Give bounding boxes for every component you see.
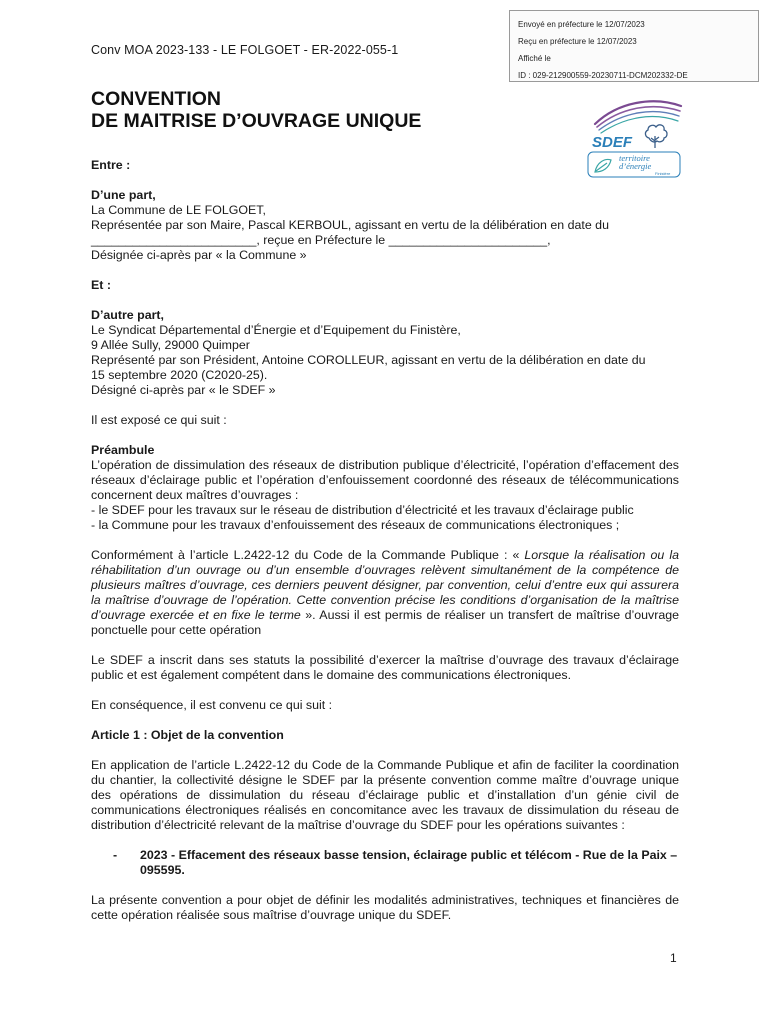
logo-tagline-1: territoire <box>619 153 650 163</box>
conformement-start: Conformément à l’article L.2422-12 du Code de la Commande Publique : « <box>91 548 525 562</box>
stamp-id: ID : 029-212900559-20230711-DCM202332-DE <box>518 71 688 80</box>
logo-brand: SDEF <box>592 134 633 151</box>
logo-tagline-3: Finistère <box>655 171 671 176</box>
stamp-sent: Envoyé en préfecture le 12/07/2023 <box>518 20 645 29</box>
part2-heading: D’autre part, <box>91 308 164 322</box>
document-body <box>91 158 679 923</box>
final-paragraph: La présente convention a pour objet de définir les modalités administratives, techniques et financières de cette opération réalisée sous maîtrise d’ouvrage unique du SDEF. <box>91 893 679 922</box>
title-line-1: CONVENTION <box>91 88 222 110</box>
part1-heading: D’une part, <box>91 188 156 202</box>
article1-heading: Article 1 : Objet de la convention <box>91 728 284 742</box>
preambule-text: L’opération de dissimulation des réseaux de distribution publique d’électricité, l’opération d’effacement des réseaux d’éclairage public et l’opération d’enfouissement coordonné des réseaux de télécommunications concernent deux maîtres d’ouvrages : <box>91 458 679 502</box>
preambule-item-sdef: - le SDEF pour les travaux sur le réseau de distribution d’électricité et les travaux d’éclairage public <box>91 503 634 517</box>
part1-received: ________________________, reçue en Préfecture le _______________________, <box>91 233 551 247</box>
statuts-paragraph: Le SDEF a inscrit dans ses statuts la possibilité d’exercer la maîtrise d’ouvrage des travaux d’éclairage public et est également compétent dans le domaine des communications électroniques. <box>91 653 679 682</box>
consequence-line: En conséquence, il est convenu ce qui suit : <box>91 698 333 712</box>
part2-date: 15 septembre 2020 (C2020-25). <box>91 368 268 382</box>
part1-commune: La Commune de LE FOLGOET, <box>91 203 266 217</box>
part2-represented: Représenté par son Président, Antoine COROLLEUR, agissant en vertu de la délibération en date du <box>91 353 646 367</box>
document-title <box>91 88 421 132</box>
operation-text: 2023 - Effacement des réseaux basse tension, éclairage public et télécom - Rue de la Paix – 095595. <box>140 848 678 877</box>
expose-line: Il est exposé ce qui suit : <box>91 413 227 427</box>
preambule-item-commune: - la Commune pour les travaux d’enfouissement des réseaux de communications électroniques ; <box>91 518 620 532</box>
article1-text: En application de l’article L.2422-12 du Code de la Commande Publique et afin de faciliter la coordination du chantier, la collectivité désigne le SDEF par la présente convention comme maître d’ouvrage unique des opérations de dissimulation du réseau d’éclairage public et d’installation d’un génie civil de communications électroniques réalisés en concomitance avec les travaux de dissimulation du réseau de distribution d’électricité relevant de la maîtrise d’ouvrage du SDEF pour les opérations suivantes : <box>91 758 679 832</box>
tree-icon <box>645 125 667 148</box>
part2-designated: Désigné ci-après par « le SDEF » <box>91 383 276 397</box>
operation-bullet <box>113 848 679 878</box>
stamp-received: Reçu en préfecture le 12/07/2023 <box>518 37 637 46</box>
convention-reference: Conv MOA 2023-133 - LE FOLGOET - ER-2022-055-1 <box>91 43 399 57</box>
entre-label: Entre : <box>91 158 131 172</box>
part2-address: 9 Allée Sully, 29000 Quimper <box>91 338 250 352</box>
title-line-2: DE MAITRISE D’OUVRAGE UNIQUE <box>91 110 422 132</box>
conformement-end: ». Aussi il est permis de réaliser un transfert de maîtrise d’ouvrage ponctuelle pour cette opération <box>91 608 679 637</box>
bullet-dash: - <box>113 848 118 862</box>
swoosh-icon <box>595 101 681 133</box>
page-number: 1 <box>670 951 677 965</box>
preambule-heading: Préambule <box>91 443 155 457</box>
prefecture-stamp <box>509 10 759 82</box>
part2-syndicat: Le Syndicat Départemental d’Énergie et d’Equipement du Finistère, <box>91 323 461 337</box>
part1-represented: Représentée par son Maire, Pascal KERBOUL, agissant en vertu de la délibération en date du <box>91 218 609 232</box>
et-label: Et : <box>91 278 111 292</box>
part1-designated: Désignée ci-après par « la Commune » <box>91 248 307 262</box>
conformement-paragraph <box>91 548 679 638</box>
code-quote: Lorsque la réalisation ou la réhabilitation d’un ouvrage ou d’un ensemble d’ouvrages relèvent simultanément de la compétence de plusieurs maîtres d’ouvrage, ces derniers peuvent désigner, par convention, celui d’entre eux qui assurera la maîtrise d’ouvrage de l’opération. Cette convention précise les conditions d’organisation de la maîtrise d’ouvrage exercée et en fixe le terme <box>91 548 679 622</box>
stamp-posted: Affiché le <box>518 54 551 63</box>
logo-tagline-2: d’énergie <box>619 161 652 171</box>
